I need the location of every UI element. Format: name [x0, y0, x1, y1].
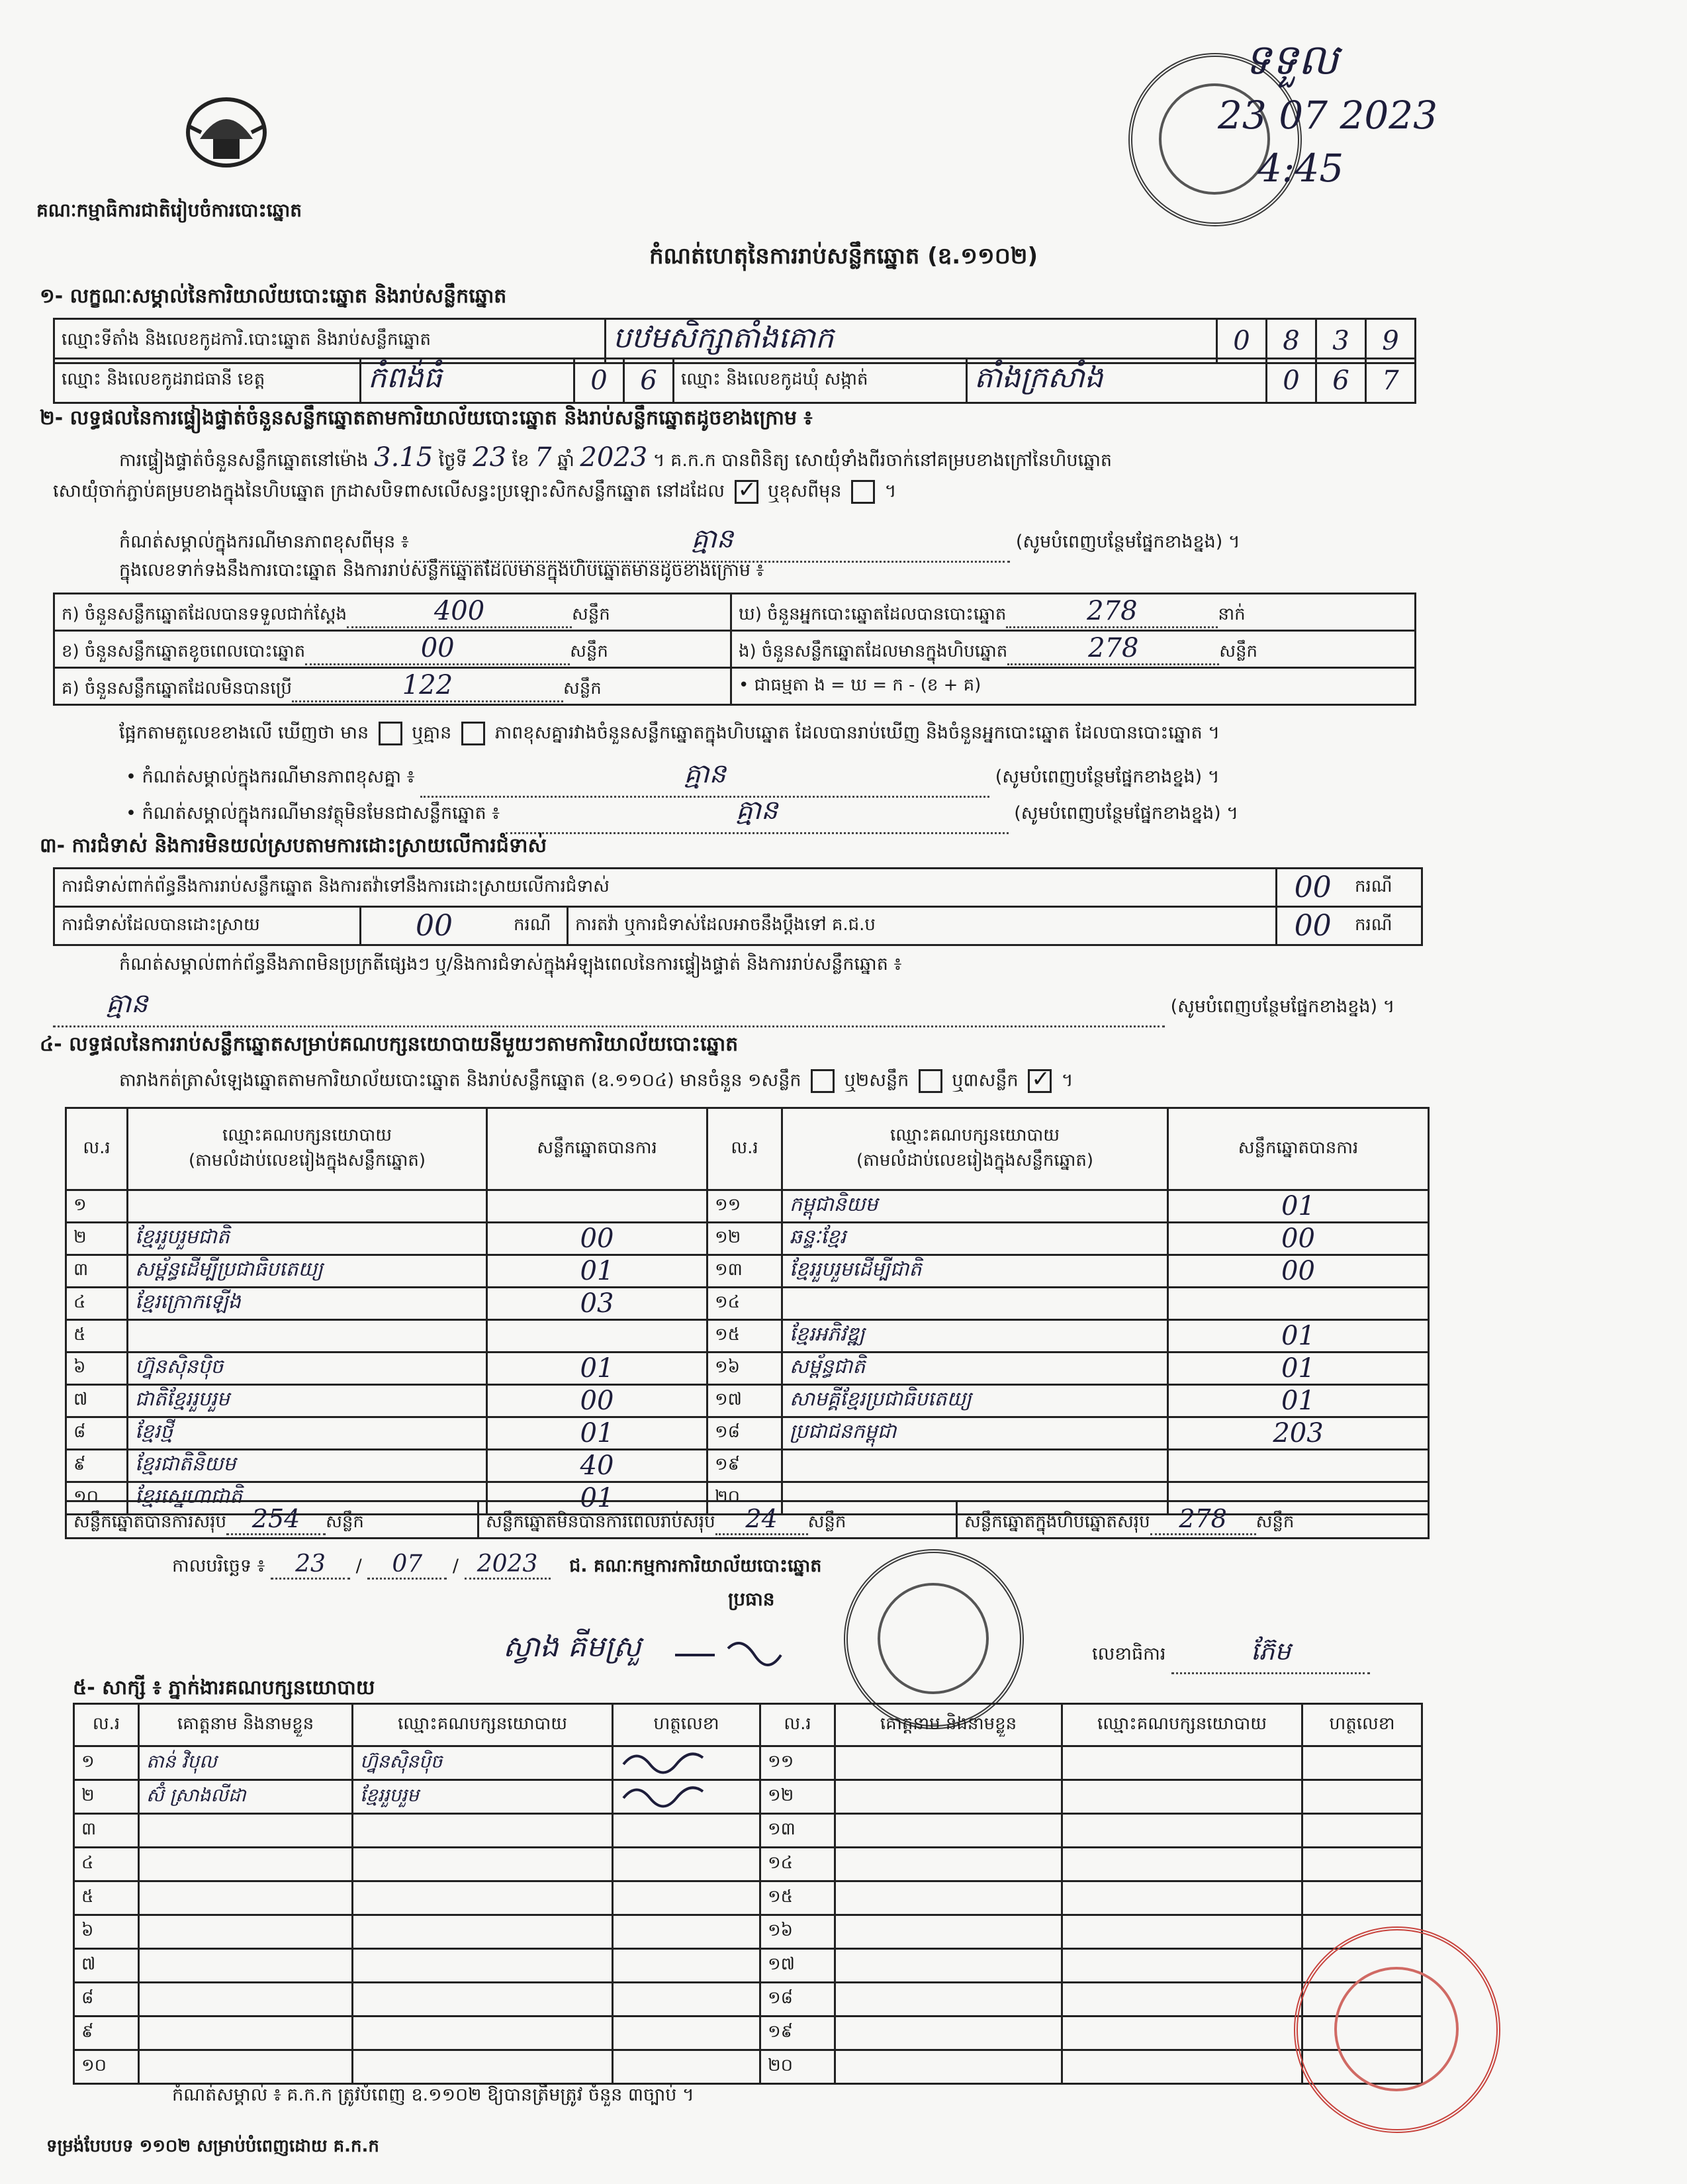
col-party: ឈ្មោះគណបក្សនយោបាយ (តាមលំដាប់លេខរៀងក្នុងសន្លឹកឆ្នោត)	[128, 1108, 487, 1190]
witness-name	[139, 1881, 353, 1915]
witness-row	[74, 1983, 1422, 2017]
section3-heading: ៣- ការជំទាស់ និងការមិនយល់ស្របតាមការដោះស្រាយលើការជំទាស់	[40, 834, 547, 857]
row-no: ៧	[66, 1385, 128, 1417]
party-name: ខ្មែរថ្មី	[128, 1417, 487, 1450]
count-d-value: 278	[1006, 596, 1218, 628]
date-line: កាលបរិច្ឆេទ ៖ 23 / 07 / 2023 ជ. គណៈកម្មការការិយាល័យបោះឆ្នោត	[172, 1550, 821, 1581]
party-name: ខ្មែរស្នេហាជាតិ	[128, 1482, 487, 1515]
witness-row	[74, 1746, 1422, 1780]
s2-note-value: គ្មាន	[414, 522, 1010, 563]
row-no: ១៦	[760, 1915, 835, 1949]
witness-party	[353, 1881, 613, 1915]
section1-table-row2	[53, 357, 1416, 404]
date-year: 2023	[465, 1550, 551, 1580]
sum2-value: 24	[715, 1504, 808, 1535]
row-no: ៩	[74, 2017, 139, 2050]
org-name: គណៈកម្មាធិការជាតិរៀបចំការបោះឆ្នោត	[36, 199, 302, 221]
one-sheet-checkbox[interactable]	[811, 1069, 835, 1093]
s3-r2-value: 00	[361, 907, 508, 945]
sum3-value: 278	[1150, 1504, 1256, 1535]
witness-signature	[1302, 1881, 1422, 1915]
witness-name	[835, 1915, 1062, 1949]
official-red-stamp	[1294, 1926, 1500, 2133]
code-digit: 3	[1316, 319, 1366, 363]
unit: សន្លឹក	[326, 1511, 364, 1532]
party-name: ប្រជាជនកម្ពុជា	[782, 1417, 1168, 1450]
witness-row	[74, 1848, 1422, 1881]
party-name: ខ្មែរក្រោកឡើង	[128, 1288, 487, 1320]
witness-name	[835, 1949, 1062, 1983]
party-name: ជាតិខ្មែររួបរួម	[128, 1385, 487, 1417]
witness-party	[353, 1983, 613, 2017]
footnote: កំណត់សម្គាល់ ៖ គ.ក.ក ត្រូវបំពេញ ឧ.១១០២ ឱ្យបានត្រឹមត្រូវ ចំនួន ៣ច្បាប់ ។	[172, 2085, 694, 2105]
witness-name	[835, 1780, 1062, 1814]
results-row	[66, 1223, 1429, 1255]
ballot-count-table	[53, 593, 1416, 706]
sum2-label: សន្លឹកឆ្នោតមិនបានការពេលរាប់សរុប	[486, 1511, 715, 1532]
row-no: ៨	[66, 1417, 128, 1450]
s2-fill-hint: (សូមបំពេញបន្ថែមផ្នែកខាងខ្នង) ។	[1014, 803, 1239, 824]
row-no: ១	[66, 1190, 128, 1223]
party-name	[782, 1450, 1168, 1482]
s2-fill-hint: (សូមបំពេញបន្ថែមផ្នែកខាងខ្នង) ។	[995, 767, 1220, 787]
row-no: ១៣	[760, 1814, 835, 1848]
sum1-label: សន្លឹកឆ្នោតបានការសរុប	[73, 1511, 227, 1532]
vote-count: 01	[1168, 1190, 1429, 1223]
witness-party: ខ្មែររួបរួម	[353, 1780, 613, 1814]
witness-signature	[613, 1983, 760, 2017]
s2-line1c: ខែ	[512, 450, 529, 471]
chair-title: ប្រធាន	[728, 1588, 775, 1610]
unit: សន្លឹក	[807, 1511, 846, 1532]
s3-note-value: គ្មាន	[53, 986, 1165, 1027]
s2-time: 3.15	[374, 442, 433, 473]
col-party: ឈ្មោះគណបក្សនយោបាយ	[353, 1704, 613, 1746]
witness-row	[74, 1949, 1422, 1983]
results-row	[66, 1320, 1429, 1353]
row-no: ៣	[66, 1255, 128, 1288]
party-name: ខ្មែរអភិវឌ្ឍ	[782, 1320, 1168, 1353]
witness-name	[139, 2017, 353, 2050]
witness-row	[74, 1881, 1422, 1915]
witness-signature	[1302, 1746, 1422, 1780]
chair-signature-mark-icon	[675, 1635, 794, 1668]
vote-count: 01	[1168, 1320, 1429, 1353]
row-no: ២	[66, 1223, 128, 1255]
objection-table	[53, 867, 1423, 946]
s1-row2-label: ឈ្មោះ និងលេខកូដរាជធានី ខេត្ត	[54, 359, 361, 403]
formula: • ជាធម្មតា ង = ឃ = ក - (ខ + គ)	[731, 668, 1416, 705]
s2-day: 23	[473, 442, 507, 473]
vote-count: 01	[1168, 1385, 1429, 1417]
col-sign: ហត្ថលេខា	[613, 1704, 760, 1746]
vote-count: 03	[487, 1288, 707, 1320]
chair-signature: ស្វាង គីមស្រួ	[503, 1630, 641, 1664]
row-no: ៥	[66, 1320, 128, 1353]
witness-party	[353, 1848, 613, 1881]
witness-name	[139, 2050, 353, 2084]
row-no: ១០	[74, 2050, 139, 2084]
row-no: ១១	[707, 1190, 782, 1223]
row-no: ១៨	[707, 1417, 782, 1450]
witness-party	[1062, 1881, 1302, 1915]
code-digit: 9	[1366, 319, 1416, 363]
s3-case: ករណី	[1348, 869, 1422, 907]
results-row	[66, 1417, 1429, 1450]
witness-party	[1062, 1746, 1302, 1780]
col-no: ល.រ	[66, 1108, 128, 1190]
row-no: ១៧	[707, 1385, 782, 1417]
s3-r2-label: ការជំទាស់ដែលបានដោះស្រាយ	[54, 907, 361, 945]
code-digit: 6	[624, 359, 674, 403]
col-no: ល.រ	[74, 1704, 139, 1746]
section4-heading: ៤- លទ្ធផលនៃការរាប់សន្លឹកឆ្នោតសម្រាប់គណបក្សនយោបាយនីមួយៗតាមការិយាល័យបោះឆ្នោត	[40, 1033, 739, 1056]
row-no: ១៥	[707, 1320, 782, 1353]
s2-diff-line	[119, 722, 1220, 748]
s2-diff-or: ឬគ្មាន	[412, 722, 452, 743]
party-name: សម្ព័ន្ធជាតិ	[782, 1353, 1168, 1385]
witness-name	[835, 1848, 1062, 1881]
results-row	[66, 1353, 1429, 1385]
three-sheet-checkbox[interactable]	[1028, 1069, 1052, 1093]
witness-name	[835, 1814, 1062, 1848]
s4-or3: ឬ៣សន្លឹក	[952, 1070, 1019, 1091]
code-digit: 8	[1267, 319, 1316, 363]
col-name: គោត្តនាម និងនាមខ្លួន	[835, 1704, 1062, 1746]
witness-party	[1062, 1915, 1302, 1949]
hand-received: ទទួល	[1244, 36, 1339, 85]
s2-note-line	[119, 522, 1416, 563]
section2-heading: ២- លទ្ធផលនៃការផ្ទៀងផ្ទាត់ចំនួនសន្លឹកឆ្នោតតាមការិយាល័យបោះឆ្នោត និងរាប់សន្លឹកឆ្នោតដូចខាងក្រោម ៖	[40, 406, 813, 430]
unit: សន្លឹក	[1255, 1511, 1295, 1532]
s2-month: 7	[535, 442, 552, 473]
party-name	[128, 1320, 487, 1353]
witness-signature	[613, 1949, 760, 1983]
witness-signature	[613, 1746, 760, 1780]
s2-bullet1-value: គ្មាន	[420, 757, 989, 798]
vote-count	[487, 1190, 707, 1223]
vote-count	[1168, 1288, 1429, 1320]
party-name	[128, 1190, 487, 1223]
count-b-value: 00	[305, 633, 570, 665]
s3-case: ករណី	[1348, 907, 1422, 945]
row-no: ១០	[66, 1482, 128, 1515]
row-no: ១៥	[760, 1881, 835, 1915]
witness-party	[1062, 1983, 1302, 2017]
results-row	[66, 1288, 1429, 1320]
row-no: ៧	[74, 1949, 139, 1983]
count-e-label: ង) ចំនួនសន្លឹកឆ្នោតដែលមានក្នុងហិបឆ្នោត	[739, 641, 1008, 661]
s4-intro-line: តារាងកត់ត្រាសំឡេងឆ្នោតតាមការិយាល័យបោះឆ្នោត និងរាប់សន្លឹកឆ្នោត (ឧ.១១០៤) មានចំនួន ១សន្លឹក ឬ២សន្លឹក ឬ៣សន្លឹក ✓ ។	[119, 1069, 1073, 1096]
s2-or-changed: ឬខុសពីមុន	[768, 481, 842, 502]
s2-bullet1-line	[126, 757, 1220, 798]
signature-scribble-icon	[620, 1781, 719, 1808]
row-no: ១៦	[707, 1353, 782, 1385]
s4-intro: តារាងកត់ត្រាសំឡេងឆ្នោតតាមការិយាល័យបោះឆ្នោត និងរាប់សន្លឹកឆ្នោត (ឧ.១១០៤) មានចំនួន ១សន្លឹក	[119, 1070, 801, 1091]
witness-party: ហ្វ៊ុនស៊ិនប៉ិច	[353, 1746, 613, 1780]
vote-count: 01	[487, 1255, 707, 1288]
s2-bullet2: • កំណត់សម្គាល់ក្នុងករណីមានវត្ថុមិនមែនជាសន្លឹកឆ្នោត ៖	[126, 803, 500, 824]
witness-row	[74, 1780, 1422, 1814]
witness-party	[1062, 2017, 1302, 2050]
witness-name	[139, 1983, 353, 2017]
row-no: ១១	[760, 1746, 835, 1780]
code-digit: 0	[1217, 319, 1267, 363]
row-no: ៤	[66, 1288, 128, 1320]
witness-signature	[613, 2017, 760, 2050]
row-no: ១៤	[707, 1288, 782, 1320]
vote-count: 00	[1168, 1223, 1429, 1255]
row-no: ១៨	[760, 1983, 835, 2017]
unit: សន្លឹក	[572, 604, 610, 624]
row-no: ៦	[74, 1915, 139, 1949]
party-name: ខ្មែរជាតិនិយម	[128, 1450, 487, 1482]
count-e-value: 278	[1007, 633, 1219, 665]
diff-yes-checkbox[interactable]	[379, 722, 402, 745]
form-title: កំណត់ហេតុនៃការរាប់សន្លឹកឆ្នោត (ឧ.១១០២)	[649, 243, 1038, 269]
s2-line1a: ការផ្ទៀងផ្ទាត់ចំនួនសន្លឹកឆ្នោតនៅម៉ោង	[119, 450, 369, 471]
vote-count: 203	[1168, 1417, 1429, 1450]
witness-signature	[613, 1881, 760, 1915]
col-party: ឈ្មោះគណបក្សនយោបាយ	[1062, 1704, 1302, 1746]
s1-row1-value: បឋមសិក្សាតាំងគោក	[606, 319, 1217, 363]
col-party: ឈ្មោះគណបក្សនយោបាយ (តាមលំដាប់លេខរៀងក្នុងសន្លឹកឆ្នោត)	[782, 1108, 1168, 1190]
col-no: ល.រ	[707, 1108, 782, 1190]
witness-signature	[613, 1848, 760, 1881]
secretary-label: លេខាធិការ	[1092, 1644, 1166, 1664]
sum3-label: សន្លឹកឆ្នោតក្នុងហិបឆ្នោតសរុប	[964, 1511, 1150, 1532]
witness-name	[139, 1949, 353, 1983]
witness-name	[835, 1983, 1062, 2017]
count-a-label: ក) ចំនួនសន្លឹកឆ្នោតដែលបានទទួលជាក់ស្តែង	[62, 604, 347, 624]
witness-party	[1062, 2050, 1302, 2084]
party-name: សម្ព័ន្ធដើម្បីប្រជាធិបតេយ្យ	[128, 1255, 487, 1288]
witness-party	[353, 1915, 613, 1949]
code-digit: 0	[574, 359, 624, 403]
witness-row	[74, 1915, 1422, 1949]
row-no: ១៣	[707, 1255, 782, 1288]
secretary-signature: ភ៊ែម	[1171, 1635, 1370, 1674]
unchanged-checkbox[interactable]	[735, 480, 758, 504]
s3-note-label: កំណត់សម្គាល់ពាក់ព័ន្ធនឹងភាពមិនប្រក្រតីផ្សេងៗ ឬ/និងការជំទាស់ក្នុងអំឡុងពេលនៃការផ្ទៀងផ្ទាត់ និងការរាប់សន្លឹកឆ្នោត ៖	[119, 954, 902, 974]
witness-signature	[613, 2050, 760, 2084]
results-row	[66, 1385, 1429, 1417]
date-month: 07	[367, 1550, 447, 1580]
col-name: គោត្តនាម និងនាមខ្លួន	[139, 1704, 353, 1746]
s2-line2: សោយ៉ុំចាក់ភ្ជាប់គម្របខាងក្នុងនៃហិបឆ្នោត ក្រដាសបិទពាសលើសន្ធះប្រឡោះសិកសន្លឹកឆ្នោត នៅដដែល	[53, 481, 725, 502]
vote-count: 00	[487, 1223, 707, 1255]
code-digit: 7	[1366, 359, 1416, 403]
count-a-value: 400	[347, 596, 572, 628]
s3-r2-label2: ការតវ៉ា ឬការជំទាស់ដែលអាចនឹងប្តឹងទៅ គ.ជ.ប	[568, 907, 1277, 945]
signature-scribble-icon	[620, 1748, 719, 1774]
witness-signature	[1302, 1814, 1422, 1848]
witness-name	[139, 1814, 353, 1848]
row-no: ៦	[66, 1353, 128, 1385]
party-name: ខ្មែររួបរួមដើម្បីជាតិ	[782, 1255, 1168, 1288]
witness-row	[74, 2017, 1422, 2050]
vote-count	[1168, 1450, 1429, 1482]
party-name: ខ្មែររួបរួមជាតិ	[128, 1223, 487, 1255]
results-row	[66, 1190, 1429, 1223]
two-sheet-checkbox[interactable]	[919, 1069, 942, 1093]
unit: នាក់	[1218, 604, 1246, 624]
row-no: ១៧	[760, 1949, 835, 1983]
row-no: ៩	[66, 1450, 128, 1482]
section5-heading: ៥- សាក្សី ៖ ភ្នាក់ងារគណបក្សនយោបាយ	[73, 1676, 375, 1699]
unit: សន្លឹក	[570, 641, 608, 661]
row-no: ១២	[707, 1223, 782, 1255]
witness-name: ស៊ំ ស្រាងលីដា	[139, 1780, 353, 1814]
row-no: ៤	[74, 1848, 139, 1881]
s3-r1-value: 00	[1277, 869, 1348, 907]
party-name: ហ្វ៊ុនស៊ិនប៉ិច	[128, 1353, 487, 1385]
vote-count: 01	[487, 1482, 707, 1515]
witness-party	[1062, 1814, 1302, 1848]
s3-r2-value2: 00	[1277, 907, 1348, 945]
s3-note-line	[53, 986, 1394, 1027]
s2-bullet1: • កំណត់សម្គាល់ក្នុងករណីមានភាពខុសគ្នា ៖	[126, 767, 415, 787]
s2-seal-line: សោយ៉ុំចាក់ភ្ជាប់គម្របខាងក្នុងនៃហិបឆ្នោត ក្រដាសបិទពាសលើសន្ធះប្រឡោះសិកសន្លឹកឆ្នោត នៅដដែល ✓ ឬខុសពីមុន ។	[53, 480, 896, 506]
vote-count: 01	[487, 1417, 707, 1450]
witness-party	[1062, 1949, 1302, 1983]
witness-name	[835, 2017, 1062, 2050]
hand-received-date: 23 07 2023	[1218, 93, 1438, 138]
witness-signature	[613, 1780, 760, 1814]
s2-note-label: កំណត់សម្គាល់ក្នុងករណីមានភាពខុសពីមុន ៖	[119, 532, 409, 552]
witness-party	[1062, 1848, 1302, 1881]
witness-signature	[613, 1814, 760, 1848]
unit: សន្លឹក	[1219, 641, 1258, 661]
row-no: ៣	[74, 1814, 139, 1848]
witness-party	[353, 1949, 613, 1983]
s2-line1b: ថ្ងៃទី	[438, 450, 467, 471]
s2-diff-tail: ភាពខុសគ្នារវាងចំនួនសន្លឹកឆ្នោតក្នុងហិបឆ្នោត ដែលបានរាប់ឃើញ និងចំនួនអ្នកបោះឆ្នោត ដែលបានបោះឆ្នោត ។	[494, 722, 1220, 743]
results-row	[66, 1450, 1429, 1482]
count-c-label: គ) ចំនួនសន្លឹកឆ្នោតដែលមិនបានប្រើ	[62, 679, 292, 698]
vote-count	[487, 1320, 707, 1353]
witness-table	[73, 1703, 1423, 2085]
changed-checkbox[interactable]	[851, 480, 875, 504]
row-no: ៨	[74, 1983, 139, 2017]
party-name	[782, 1288, 1168, 1320]
row-no: ១២	[760, 1780, 835, 1814]
form-footer: ទម្រង់បែបបទ ១១០២ សម្រាប់បំពេញដោយ គ.ក.ក	[46, 2136, 379, 2156]
s2-line1d: ឆ្នាំ	[557, 450, 574, 471]
s1-row2-label2: ឈ្មោះ និងលេខកូដឃុំ សង្កាត់	[674, 359, 967, 403]
code-digit: 6	[1316, 359, 1366, 403]
vote-count: 40	[487, 1450, 707, 1482]
witness-party	[353, 2050, 613, 2084]
party-name: សាមគ្គីខ្មែរប្រជាធិបតេយ្យ	[782, 1385, 1168, 1417]
count-b-label: ខ) ចំនួនសន្លឹកឆ្នោតខូចពេលបោះឆ្នោត	[62, 641, 306, 661]
s2-line1e: ។ គ.ក.ក បានពិនិត្យ សោយ៉ុំទាំងពីរចាក់នៅគម្របខាងក្រៅនៃហិបឆ្នោត	[653, 450, 1113, 471]
s3-fill-hint: (សូមបំពេញបន្ថែមផ្នែកខាងខ្នង) ។	[1170, 996, 1395, 1017]
row-no: ២០	[760, 2050, 835, 2084]
unit: សន្លឹក	[563, 679, 602, 698]
vote-count: 01	[1168, 1353, 1429, 1385]
diff-no-checkbox[interactable]	[461, 722, 485, 745]
results-table	[65, 1107, 1430, 1515]
code-digit: 0	[1267, 359, 1316, 403]
s2-diff-text: ផ្អែកតាមតួលេខខាងលើ ឃើញថា មាន	[119, 722, 369, 743]
results-row	[66, 1255, 1429, 1288]
s2-intro: ក្នុងលេខទាក់ទងនឹងការបោះឆ្នោត និងការរាប់សន្លឹកឆ្នោតដែលមានក្នុងហិបឆ្នោតមានដូចខាងក្រោម ៖	[119, 560, 764, 581]
witness-name	[835, 1881, 1062, 1915]
row-no: ១៩	[760, 2017, 835, 2050]
hand-received-time: 4:45	[1257, 146, 1344, 191]
row-no: ២	[74, 1780, 139, 1814]
witness-name	[835, 2050, 1062, 2084]
s1-province-value: កំពង់ធំ	[361, 359, 574, 403]
col-votes: សន្លឹកឆ្នោតបានការ	[1168, 1108, 1429, 1190]
count-c-value: 122	[292, 670, 563, 702]
s1-commune-value: តាំងក្រសាំង	[967, 359, 1267, 403]
s2-bullet2-value: គ្មាន	[506, 793, 1009, 834]
party-name: ឆន្ទៈខ្មែរ	[782, 1223, 1168, 1255]
s2-bullet2-line	[126, 793, 1238, 834]
witness-party	[353, 2017, 613, 2050]
date-day: 23	[271, 1550, 350, 1580]
s2-fill-hint: (សូមបំពេញបន្ថែមផ្នែកខាងខ្នង) ។	[1015, 532, 1240, 552]
date-label: កាលបរិច្ឆេទ ៖	[172, 1556, 265, 1576]
count-d-label: ឃ) ចំនួនអ្នកបោះឆ្នោតដែលបានបោះឆ្នោត	[739, 604, 1007, 624]
witness-name	[139, 1848, 353, 1881]
row-no: ១	[74, 1746, 139, 1780]
vote-count: 01	[487, 1353, 707, 1385]
s3-r1-label: ការជំទាស់ពាក់ព័ន្ធនឹងការរាប់សន្លឹកឆ្នោត និងការតវ៉ាទៅនឹងការដោះស្រាយលើការជំទាស់	[54, 869, 1277, 907]
witness-party	[353, 1814, 613, 1848]
nec-emblem-icon	[173, 93, 279, 179]
vote-count: 00	[1168, 1255, 1429, 1288]
s1-row1-label: ឈ្មោះទីតាំង និងលេខកូដការិ.បោះឆ្នោត និងរាប់សន្លឹកឆ្នោត	[54, 319, 606, 363]
party-name: កម្ពុជានិយម	[782, 1190, 1168, 1223]
section1-heading: ១- លក្ខណៈសម្គាល់នៃការិយាល័យបោះឆ្នោត និងរាប់សន្លឹកឆ្នោត	[40, 285, 507, 308]
row-no: ១៩	[707, 1450, 782, 1482]
witness-name	[139, 1915, 353, 1949]
col-votes: សន្លឹកឆ្នោតបានការ	[487, 1108, 707, 1190]
s2-year: 2023	[580, 442, 648, 473]
s2-check-line	[119, 442, 1112, 475]
witness-row	[74, 2050, 1422, 2084]
s3-case: ករណី	[507, 907, 568, 945]
witness-signature	[613, 1915, 760, 1949]
row-no: ២០	[707, 1482, 782, 1515]
totals-table	[65, 1500, 1430, 1539]
witness-row	[74, 1814, 1422, 1848]
row-no: ១៤	[760, 1848, 835, 1881]
witness-name: តាន់ វិបុល	[139, 1746, 353, 1780]
witness-name	[835, 1746, 1062, 1780]
witness-party	[1062, 1780, 1302, 1814]
secretary-line	[1092, 1635, 1370, 1674]
for-committee: ជ. គណៈកម្មការការិយាល័យបោះឆ្នោត	[569, 1556, 822, 1576]
witness-signature	[1302, 1780, 1422, 1814]
row-no: ៥	[74, 1881, 139, 1915]
col-sign: ហត្ថលេខា	[1302, 1704, 1422, 1746]
vote-count: 00	[487, 1385, 707, 1417]
sum1-value: 254	[226, 1504, 326, 1535]
witness-signature	[1302, 1848, 1422, 1881]
col-no: ល.រ	[760, 1704, 835, 1746]
s4-or2: ឬ២សន្លឹក	[844, 1070, 909, 1091]
